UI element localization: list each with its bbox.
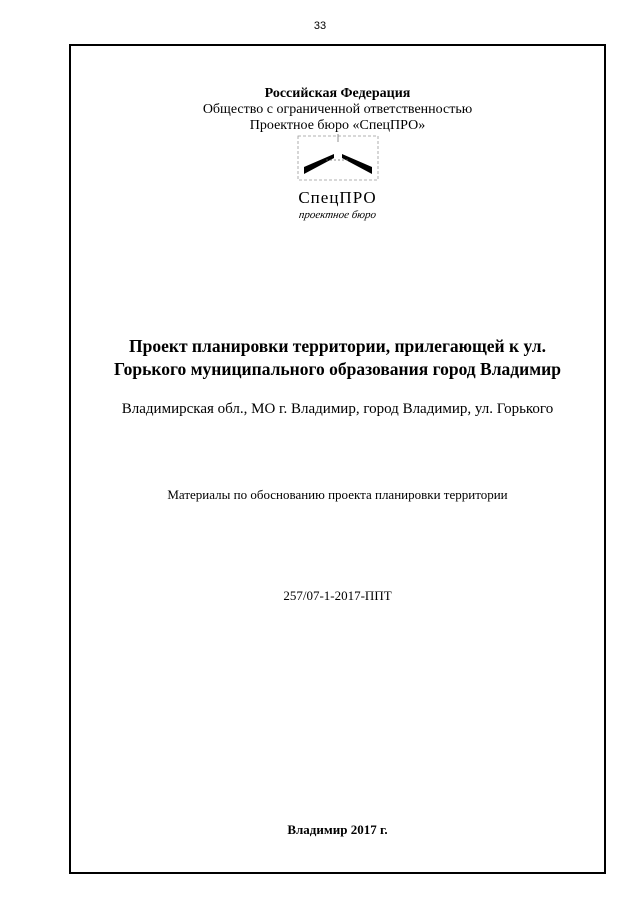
page-number: 33 bbox=[313, 20, 327, 32]
company-logo bbox=[71, 134, 604, 221]
organization-header bbox=[71, 86, 604, 134]
organization-name: Проектное бюро «СпецПРО» bbox=[249, 118, 426, 133]
country-name: Российская Федерация bbox=[264, 86, 411, 101]
document-title-line-2: Горького муниципального образования город Владимир bbox=[114, 359, 561, 379]
city-year: Владимир 2017 г. bbox=[287, 822, 388, 837]
materials-description: Материалы по обоснованию проекта планировки территории bbox=[167, 487, 508, 502]
logo-name: СпецПРО bbox=[298, 188, 377, 207]
document-title-line-1: Проект планировки территории, прилегающей к ул. bbox=[129, 336, 546, 356]
document-code: 257/07-1-2017-ППТ bbox=[283, 588, 392, 603]
document-title bbox=[71, 335, 604, 381]
logo-subtitle: проектное бюро bbox=[298, 209, 377, 221]
road-perspective-logo-icon bbox=[296, 134, 380, 186]
title-page-frame bbox=[69, 44, 606, 874]
organization-form: Общество с ограниченной ответственностью bbox=[202, 102, 473, 117]
project-address: Владимирская обл., МО г. Владимир, город Владимир, ул. Горького bbox=[121, 401, 554, 417]
